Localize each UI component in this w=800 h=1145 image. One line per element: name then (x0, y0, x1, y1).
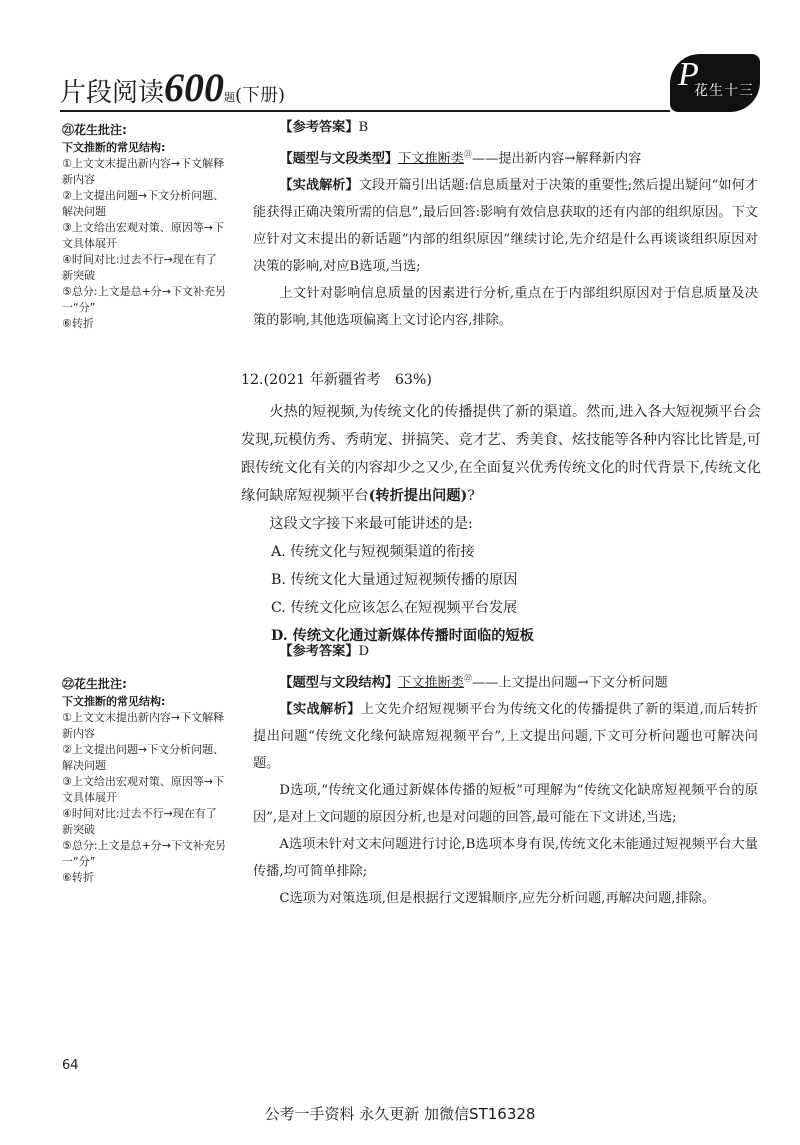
q12-option-ab-analysis: A选项未针对文末问题进行讨论,B选项本身有误,传统文化未能通过短视频平台大量传播,均可简单排除; (253, 837, 758, 880)
note-title: ㉑花生批注: (62, 123, 127, 137)
note-subtitle: 下文推断的常见结构: (62, 141, 166, 154)
footer-text: 公考一手资料 永久更新 加微信ST16328 (264, 1105, 536, 1123)
note-item: ⑥转折 (62, 871, 94, 884)
note-item: ①上文文末提出新内容→下文解释新内容 (62, 157, 225, 186)
q11-answer: 【参考答案】B (279, 120, 369, 135)
q12-prompt: 这段文字接下来最可能讲述的是: (269, 516, 473, 532)
sidebar-note-22 (62, 676, 227, 886)
note-item: ⑤总分:上文是总+分→下文补充另一“分” (62, 839, 227, 868)
note-title: ㉒花生批注: (62, 677, 127, 691)
header-rule (60, 110, 670, 112)
option-c: C. 传统文化应该怎么在短视频平台发展 (271, 600, 518, 616)
q12-option-d-analysis: D选项,“传统文化通过新媒体传播的短板”可理解为“传统文化缺席短视频平台的原因”,是对上文问题的原因分析,也是对问题的回答,最可能在下文讲述,当选; (253, 783, 758, 826)
q11-paragraph: 上文针对影响信息质量的因素进行分析,重点在于内部组织原因对于信息质量及决策的影响,其他选项偏离上文讨论内容,排除。 (253, 286, 758, 329)
q12-explanation (253, 638, 758, 912)
q12-option-c-analysis: C选项为对策选项,但是根据行文逻辑顺序,应先分析问题,再解决问题,排除。 (279, 891, 716, 907)
note-item: ③上文给出宏观对策、原因等→下文具体展开 (62, 221, 225, 250)
note-item: ④时间对比:过去不行→现在有了新突破 (62, 807, 217, 836)
q12-analysis: 【实战解析】上文先介绍短视频平台为传统文化的传播提供了新的渠道,而后转折提出问题“传统文化缘何缺席短视频平台”,上文提出问题,下文可分析问题也可解决问题。 (253, 702, 758, 772)
q11-analysis: 【实战解析】文段开篇引出话题:信息质量对于决策的重要性;然后提出疑问“如何才能获得正确决策所需的信息”,最后回答:影响有效信息获取的还有内部的组织原因。下文应针对文末提出的新话题“内部的组织原因”继续讨论,先介绍是什么再谈谈组织原因对决策的影响,对应B选项,当选; (253, 178, 758, 275)
note-item: ②上文提出问题→下文分析问题、解决问题 (62, 189, 225, 218)
note-item: ②上文提出问题→下文分析问题、解决问题 (62, 743, 225, 772)
note-item: ④时间对比:过去不行→现在有了新突破 (62, 253, 217, 282)
logo-mark: P (678, 56, 699, 93)
q12-type: 【题型与文段结构】下文推断类$^㉒$——上文提出问题→下文分析问题 (279, 674, 668, 691)
q11-explanation (253, 114, 758, 334)
q12-heading: 12.(2021 年新疆省考 63%) (241, 372, 432, 388)
note-item: ⑥转折 (62, 317, 94, 330)
sidebar-note-21 (62, 122, 227, 332)
q11-type: 【题型与文段类型】下文推断类$^㉑$——提出新内容→解释新内容 (279, 150, 642, 167)
q12-answer: 【参考答案】D (279, 644, 370, 659)
note-item: ③上文给出宏观对策、原因等→下文具体展开 (62, 775, 225, 804)
q12-question (241, 366, 761, 650)
option-d: D. 传统文化通过新媒体传播时面临的短板 (271, 628, 534, 644)
page-number: 64 (62, 1058, 79, 1073)
book-title: 片段阅读600题(下册) (60, 65, 286, 110)
brand-logo (670, 54, 760, 112)
q12-passage: 火热的短视频,为传统文化的传播提供了新的渠道。然而,进入各大短视频平台会发现,玩模仿秀、秀萌宠、拼搞笑、竞才艺、秀美食、炫技能等各种内容比比皆是,可跟传统文化有关的内容却少之又少,在全面复兴优秀传统文化的时代背景下,传统文化缘何缺席短视频平台(转折提出问题)? (241, 404, 761, 504)
logo-text: 花生十三 (694, 83, 754, 99)
option-a: A. 传统文化与短视频渠道的衔接 (271, 544, 475, 560)
page-header (60, 58, 760, 110)
note-item: ①上文文末提出新内容→下文解释新内容 (62, 711, 225, 740)
option-b: B. 传统文化大量通过短视频传播的原因 (271, 572, 518, 588)
note-item: ⑤总分:上文是总+分→下文补充另一“分” (62, 285, 227, 314)
note-subtitle: 下文推断的常见结构: (62, 695, 166, 708)
